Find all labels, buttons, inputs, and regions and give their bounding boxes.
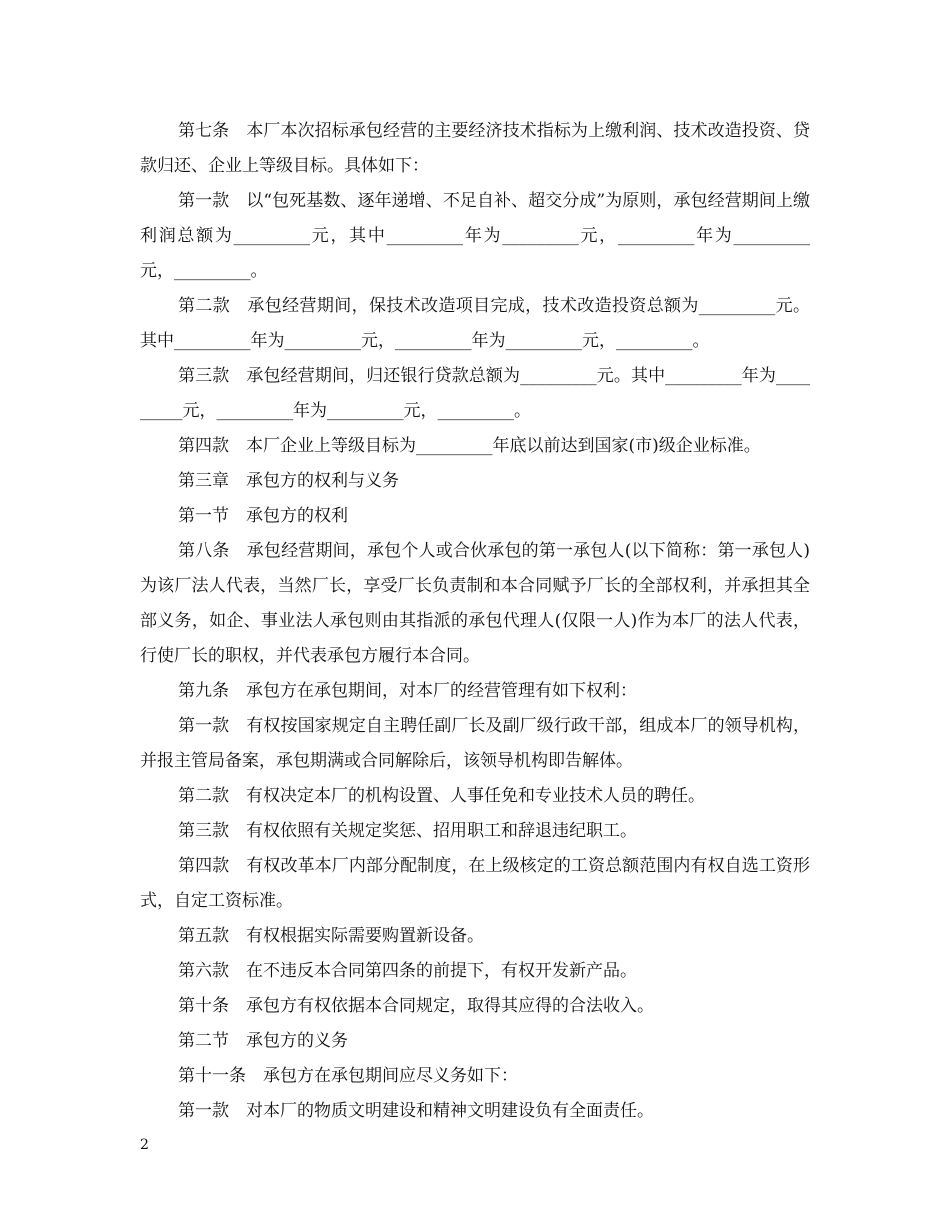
page-number: 2 [140, 1137, 149, 1153]
rights-clause-1-paragraph: 第一款 有权按国家规定自主聘任副厂长及副厂级行政干部，组成本厂的领导机构，并报主管局备案，承包期满或合同解除后，该领导机构即告解体。 [140, 716, 810, 771]
rights-clause-2-paragraph: 第二款 有权决定本厂的机构设置、人事任免和专业技术人员的聘任。 [178, 786, 705, 806]
clause-1-profit-paragraph: 第一款 以“包死基数、逐年递增、不足自补、超交分成”为原则，承包经营期间上缴利润总额为_________元，其中_________年为_________元，_________年为_________元，_________。 [140, 191, 810, 281]
rights-clause-4-paragraph: 第四款 有权改革本厂内部分配制度，在上级核定的工资总额范围内有权自选工资形式，自定工资标准。 [140, 856, 810, 911]
rights-clause-3-paragraph: 第三款 有权依照有关规定奖惩、招用职工和辞退违纪职工。 [178, 821, 637, 841]
chapter-3-heading: 第三章 承包方的权利与义务 [178, 471, 399, 491]
rights-clause-6-paragraph: 第六款 在不违反本合同第四条的前提下，有权开发新产品。 [178, 961, 637, 981]
article-10-paragraph: 第十条 承包方有权依据本合同规定，取得其应得的合法收入。 [178, 996, 654, 1016]
duties-clause-1-paragraph: 第一款 对本厂的物质文明建设和精神文明建设负有全面责任。 [178, 1101, 654, 1121]
article-8-paragraph: 第八条 承包经营期间，承包个人或合伙承包的第一承包人(以下简称：第一承包人)为该厂法人代表，当然厂长，享受厂长负责制和本合同赋予厂长的全部权利，并承担其全部义务，如企、事业法人承包则由其指派的承包代理人(仅限一人)作为本厂的法人代表，行使厂长的职权，并代表承包方履行本合同。 [140, 541, 810, 666]
article-7-paragraph: 第七条 本厂本次招标承包经营的主要经济技术指标为上缴利润、技术改造投资、贷款归还、企业上等级目标。具体如下： [140, 121, 810, 176]
clause-4-grade-paragraph: 第四款 本厂企业上等级目标为_________年底以前达到国家(市)级企业标准。 [178, 436, 761, 456]
section-2-heading: 第二节 承包方的义务 [178, 1031, 348, 1051]
rights-clause-5-paragraph: 第五款 有权根据实际需要购置新设备。 [178, 926, 484, 946]
clause-2-investment-paragraph: 第二款 承包经营期间，保技术改造项目完成，技术改造投资总额为_________元。其中_________年为_________元，_________年为_________元，_________。 [140, 296, 810, 351]
document-body [140, 114, 810, 1129]
clause-3-loan-paragraph: 第三款 承包经营期间，归还银行贷款总额为_________元。其中_________年为_________元，_________年为_________元，_________。 [140, 366, 810, 421]
article-9-paragraph: 第九条 承包方在承包期间，对本厂的经营管理有如下权利： [178, 681, 637, 701]
section-1-heading: 第一节 承包方的权利 [178, 506, 348, 526]
article-11-paragraph: 第十一条 承包方在承包期间应尽义务如下： [178, 1066, 518, 1086]
